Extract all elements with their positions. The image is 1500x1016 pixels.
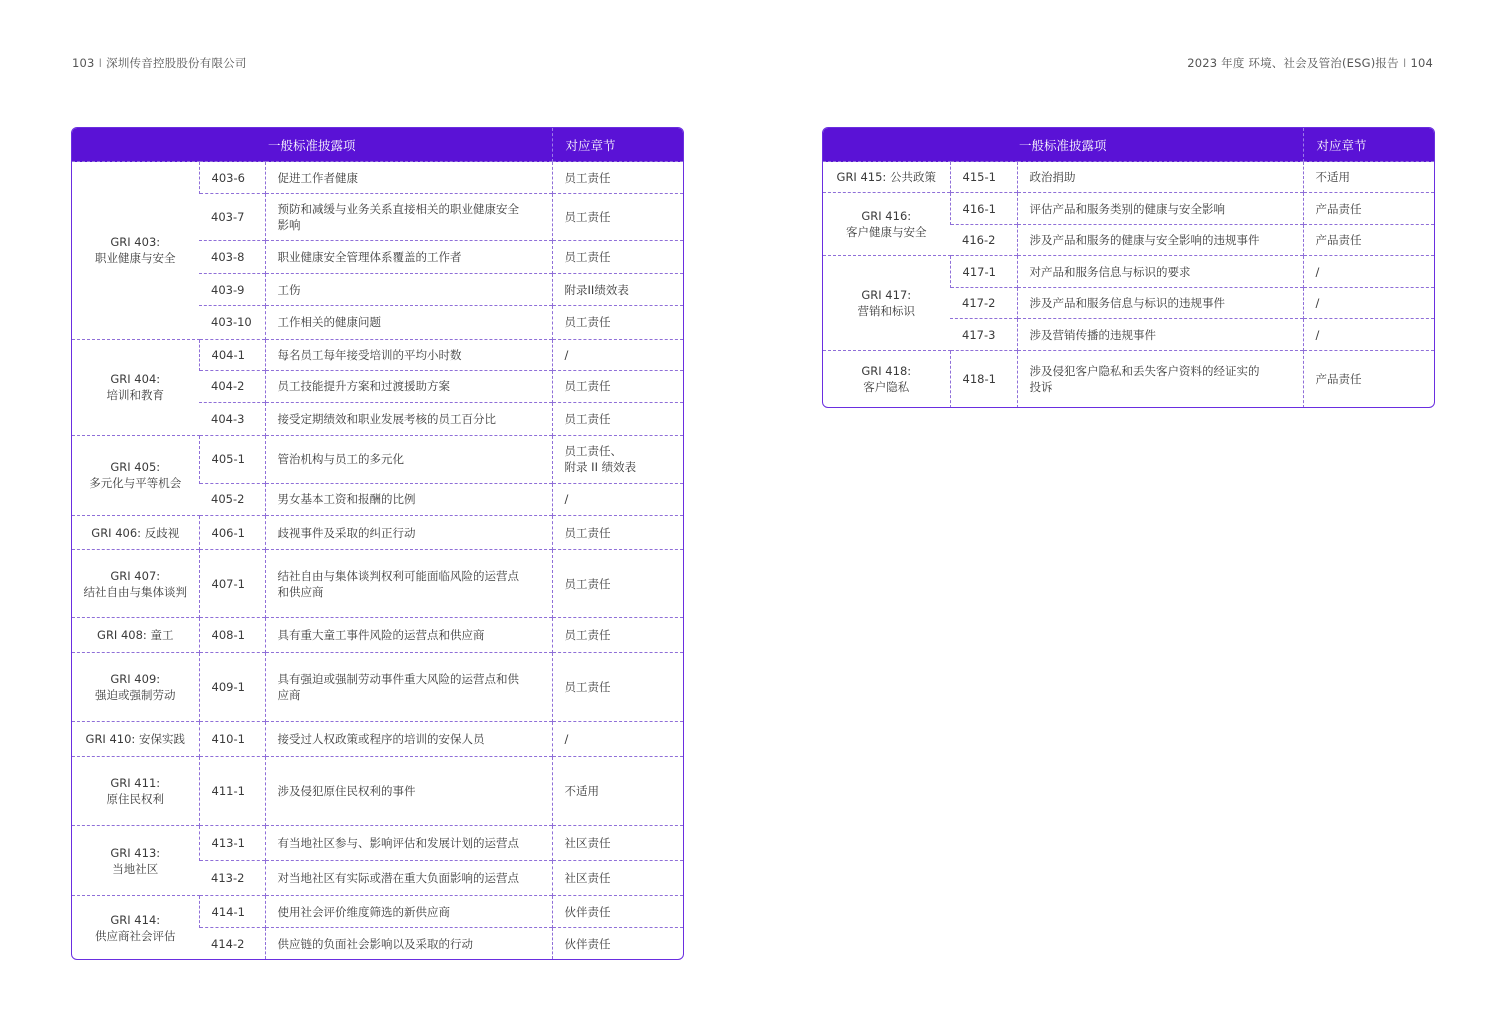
gri-standard-cell (72, 339, 199, 435)
gri-standard-label: GRI 404: 培训和教育 (106, 372, 164, 403)
header-separator: I (1402, 56, 1407, 70)
page-number-right: 104 (1410, 56, 1433, 70)
gri-standard-cell (72, 550, 199, 618)
column-header-disclosure: 一般标准披露项 (72, 128, 552, 162)
gri-standard-label: GRI 405: 多元化与平等机会 (89, 460, 182, 491)
page-number-left: 103 (72, 56, 95, 70)
disclosure-code: 416-2 (950, 225, 1017, 256)
disclosure-description: 对当地社区有实际或潜在重大负面影响的运营点 (265, 861, 552, 896)
disclosure-code: 413-1 (199, 825, 265, 860)
company-name: 深圳传音控股股份有限公司 (106, 56, 247, 70)
gri-standard-label: GRI 403: 职业健康与安全 (95, 235, 176, 266)
disclosure-description: 促进工作者健康 (265, 162, 552, 194)
table-row (823, 162, 1434, 193)
gri-standard-label: GRI 410: 安保实践 (85, 731, 185, 746)
gri-standard-label: GRI 415: 公共政策 (836, 170, 936, 184)
gri-standard-label: GRI 417: 营销和标识 (857, 288, 915, 318)
gri-standard-cell (72, 756, 199, 825)
disclosure-description: 管治机构与员工的多元化 (265, 435, 552, 483)
table-body (72, 162, 683, 960)
gri-standard-cell (72, 618, 199, 653)
chapter-reference: / (1303, 256, 1434, 288)
table-body (823, 162, 1434, 408)
gri-standard-cell (72, 721, 199, 756)
chapter-reference: 员工责任 (552, 194, 683, 241)
disclosure-code: 403-6 (199, 162, 265, 194)
chapter-reference: 社区责任 (552, 825, 683, 860)
disclosure-description: 涉及营销传播的违规事件 (1017, 319, 1303, 351)
gri-standard-label: GRI 418: 客户隐私 (861, 364, 912, 395)
disclosure-code: 415-1 (950, 162, 1017, 193)
disclosure-description: 歧视事件及采取的纠正行动 (265, 516, 552, 550)
disclosure-code: 417-2 (950, 288, 1017, 319)
report-title: 2023 年度 环境、社会及管治(ESG)报告 (1187, 56, 1399, 70)
chapter-reference: / (552, 721, 683, 756)
disclosure-code: 403-7 (199, 194, 265, 241)
table-row (72, 162, 683, 194)
disclosure-code: 404-3 (199, 402, 265, 435)
column-header-disclosure: 一般标准披露项 (823, 128, 1303, 162)
chapter-reference: 员工责任 (552, 306, 683, 339)
gri-standard-label: GRI 413: 当地社区 (110, 845, 161, 876)
table-header-row (823, 128, 1434, 162)
chapter-reference: 社区责任 (552, 861, 683, 896)
disclosure-code: 413-2 (199, 861, 265, 896)
chapter-reference: 员工责任 (552, 162, 683, 194)
gri-standard-cell (72, 516, 199, 550)
disclosure-description: 涉及产品和服务的健康与安全影响的违规事件 (1017, 225, 1303, 256)
chapter-reference: 产品责任 (1303, 225, 1434, 256)
gri-index-table-left (71, 127, 684, 960)
chapter-reference: 员工责任 (552, 402, 683, 435)
disclosure-description: 具有强迫或强制劳动事件重大风险的运营点和供 应商 (265, 653, 552, 721)
chapter-reference: 伙伴责任 (552, 928, 683, 959)
gri-index-table-right (822, 127, 1435, 408)
chapter-reference: 不适用 (552, 756, 683, 825)
disclosure-description: 对产品和服务信息与标识的要求 (1017, 256, 1303, 288)
disclosure-code: 416-1 (950, 193, 1017, 225)
table-row (823, 351, 1434, 408)
disclosure-description: 有当地社区参与、影响评估和发展计划的运营点 (265, 825, 552, 860)
disclosure-code: 405-1 (199, 435, 265, 483)
gri-standard-cell (72, 435, 199, 515)
disclosure-code: 403-8 (199, 241, 265, 274)
gri-standard-label: GRI 411: 原住民权利 (106, 775, 164, 806)
table-row (72, 721, 683, 756)
disclosure-code: 417-3 (950, 319, 1017, 351)
gri-standard-cell (823, 351, 950, 408)
chapter-reference: 员工责任 (552, 241, 683, 274)
disclosure-code: 405-2 (199, 483, 265, 515)
disclosure-description: 政治捐助 (1017, 162, 1303, 193)
disclosure-description: 每名员工每年接受培训的平均小时数 (265, 339, 552, 370)
disclosure-code: 411-1 (199, 756, 265, 825)
chapter-reference: / (1303, 288, 1434, 319)
chapter-reference: / (552, 339, 683, 370)
disclosure-description: 接受过人权政策或程序的培训的安保人员 (265, 721, 552, 756)
table-row (72, 435, 683, 483)
gri-standard-cell (823, 193, 950, 256)
gri-standard-label: GRI 416: 客户健康与安全 (846, 209, 927, 239)
table-row (72, 618, 683, 653)
disclosure-description: 男女基本工资和报酬的比例 (265, 483, 552, 515)
disclosure-description: 评估产品和服务类别的健康与安全影响 (1017, 193, 1303, 225)
disclosure-code: 410-1 (199, 721, 265, 756)
gri-standard-cell (72, 162, 199, 340)
disclosure-code: 409-1 (199, 653, 265, 721)
disclosure-code: 404-1 (199, 339, 265, 370)
disclosure-description: 涉及侵犯原住民权利的事件 (265, 756, 552, 825)
disclosure-code: 403-9 (199, 274, 265, 306)
disclosure-code: 414-2 (199, 928, 265, 959)
disclosure-description: 员工技能提升方案和过渡援助方案 (265, 370, 552, 402)
disclosure-code: 404-2 (199, 370, 265, 402)
disclosure-code: 406-1 (199, 516, 265, 550)
disclosure-description: 职业健康安全管理体系覆盖的工作者 (265, 241, 552, 274)
gri-standard-label: GRI 409: 强迫或强制劳动 (95, 672, 176, 703)
chapter-reference: 员工责任、 附录 II 绩效表 (552, 435, 683, 483)
gri-standard-cell (823, 256, 950, 351)
table-row (823, 193, 1434, 225)
chapter-reference: 员工责任 (552, 653, 683, 721)
column-header-chapter: 对应章节 (552, 128, 683, 162)
disclosure-code: 418-1 (950, 351, 1017, 408)
disclosure-description: 工作相关的健康问题 (265, 306, 552, 339)
page-header-left (72, 55, 247, 71)
disclosure-description: 预防和减缓与业务关系直接相关的职业健康安全 影响 (265, 194, 552, 241)
disclosure-description: 具有重大童工事件风险的运营点和供应商 (265, 618, 552, 653)
table-row (72, 756, 683, 825)
gri-standard-label: GRI 414: 供应商社会评估 (95, 912, 176, 943)
gri-standard-cell (72, 825, 199, 895)
gri-standard-label: GRI 406: 反歧视 (91, 525, 180, 540)
gri-standard-cell (72, 896, 199, 959)
chapter-reference: 员工责任 (552, 370, 683, 402)
chapter-reference: / (1303, 319, 1434, 351)
disclosure-description: 供应链的负面社会影响以及采取的行动 (265, 928, 552, 959)
chapter-reference: 附录II绩效表 (552, 274, 683, 306)
disclosure-code: 403-10 (199, 306, 265, 339)
table-row (72, 653, 683, 721)
disclosure-description: 结社自由与集体谈判权利可能面临风险的运营点 和供应商 (265, 550, 552, 618)
chapter-reference: 员工责任 (552, 516, 683, 550)
gri-standard-cell (72, 653, 199, 721)
disclosure-description: 涉及侵犯客户隐私和丢失客户资料的经证实的 投诉 (1017, 351, 1303, 408)
gri-standard-cell (823, 162, 950, 193)
chapter-reference: 不适用 (1303, 162, 1434, 193)
table-header-row (72, 128, 683, 162)
page-header-right (1187, 55, 1433, 71)
table-row (72, 550, 683, 618)
disclosure-code: 408-1 (199, 618, 265, 653)
disclosure-description: 使用社会评价维度筛选的新供应商 (265, 896, 552, 928)
table-row (72, 516, 683, 550)
disclosure-code: 417-1 (950, 256, 1017, 288)
disclosure-description: 工伤 (265, 274, 552, 306)
disclosure-description: 涉及产品和服务信息与标识的违规事件 (1017, 288, 1303, 319)
chapter-reference: / (552, 483, 683, 515)
table-row (72, 825, 683, 860)
chapter-reference: 伙伴责任 (552, 896, 683, 928)
chapter-reference: 员工责任 (552, 618, 683, 653)
disclosure-description: 接受定期绩效和职业发展考核的员工百分比 (265, 402, 552, 435)
disclosure-code: 414-1 (199, 896, 265, 928)
chapter-reference: 员工责任 (552, 550, 683, 618)
column-header-chapter: 对应章节 (1303, 128, 1434, 162)
header-separator: I (98, 56, 103, 70)
disclosure-code: 407-1 (199, 550, 265, 618)
table-row (823, 256, 1434, 288)
gri-standard-label: GRI 408: 童工 (97, 628, 174, 643)
chapter-reference: 产品责任 (1303, 193, 1434, 225)
gri-standard-label: GRI 407: 结社自由与集体谈判 (83, 568, 187, 599)
table-row (72, 339, 683, 370)
table-row (72, 896, 683, 928)
chapter-reference: 产品责任 (1303, 351, 1434, 408)
